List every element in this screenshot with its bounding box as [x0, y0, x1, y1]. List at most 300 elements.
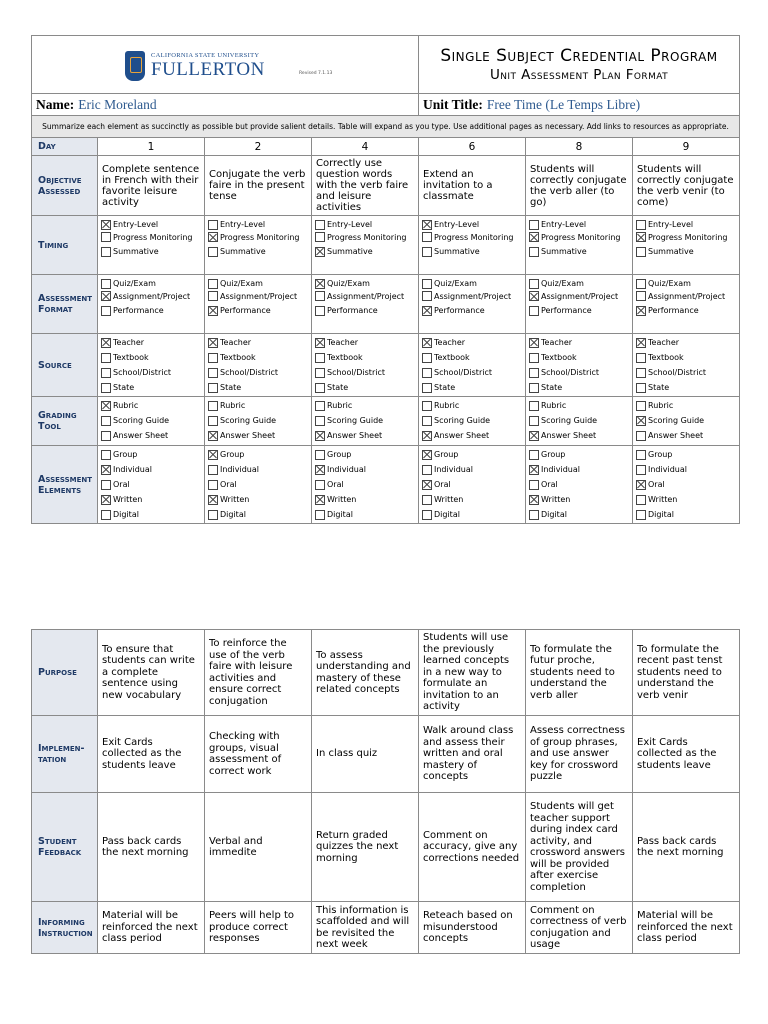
checkbox-option[interactable]: [315, 462, 415, 477]
checkbox-icon[interactable]: [422, 220, 432, 230]
checkbox-icon[interactable]: [422, 495, 432, 505]
checkbox-option[interactable]: [101, 350, 201, 365]
purpose-cell[interactable]: To ensure that students can write a complete sentence using new vocabulary: [98, 630, 205, 716]
checkbox-option[interactable]: [636, 335, 736, 350]
purpose-cell[interactable]: Students will use the previously learned concepts in a new way to formulate an invitation to an activity: [419, 630, 526, 716]
checkbox-icon[interactable]: [529, 291, 539, 301]
checkbox-label: Progress Monitoring: [434, 233, 514, 242]
checkbox-option[interactable]: [636, 447, 736, 462]
checkbox-icon[interactable]: [422, 232, 432, 242]
checkbox-label: Progress Monitoring: [648, 233, 728, 242]
checkbox-option[interactable]: [529, 291, 629, 303]
checkbox-option[interactable]: [315, 413, 415, 428]
checkbox-icon[interactable]: [101, 510, 111, 520]
checkbox-icon[interactable]: [636, 232, 646, 242]
day-cell[interactable]: 8: [526, 138, 633, 156]
checkbox-option[interactable]: [315, 276, 415, 291]
checkbox-option[interactable]: [422, 291, 522, 303]
checkbox-option[interactable]: [422, 244, 522, 259]
checkbox-icon[interactable]: [101, 416, 111, 426]
day-cell[interactable]: 1: [98, 138, 205, 156]
checkbox-option[interactable]: [422, 462, 522, 477]
checkbox-icon[interactable]: [315, 353, 325, 363]
checkbox-label: Performance: [220, 306, 271, 315]
checkbox-option[interactable]: [208, 365, 308, 380]
checkbox-label: Assignment/Project: [113, 292, 191, 301]
checkbox-option[interactable]: [101, 507, 201, 522]
checkbox-option[interactable]: [636, 217, 736, 232]
checkbox-icon[interactable]: [315, 510, 325, 520]
checkbox-option[interactable]: [636, 365, 736, 380]
checkbox-option[interactable]: [636, 428, 736, 443]
checkbox-option[interactable]: [636, 380, 736, 395]
day-cell[interactable]: 4: [312, 138, 419, 156]
checkbox-icon[interactable]: [529, 306, 539, 316]
checkbox-option[interactable]: [101, 462, 201, 477]
checkbox-label: Digital: [220, 510, 246, 519]
checkbox-icon[interactable]: [636, 510, 646, 520]
elements-options-cell: [98, 446, 205, 524]
checkbox-option[interactable]: [315, 244, 415, 259]
checkbox-option[interactable]: [529, 303, 629, 318]
feedback-cell[interactable]: Comment on accuracy, give any corrections needed: [419, 793, 526, 902]
checkbox-icon[interactable]: [422, 510, 432, 520]
checkbox-icon[interactable]: [208, 338, 218, 348]
checkbox-icon[interactable]: [529, 450, 539, 460]
checkbox-option[interactable]: [636, 507, 736, 522]
checkbox-icon[interactable]: [315, 291, 325, 301]
checkbox-icon[interactable]: [422, 450, 432, 460]
checkbox-option[interactable]: [529, 447, 629, 462]
checkbox-option[interactable]: [208, 335, 308, 350]
checkbox-icon[interactable]: [101, 220, 111, 230]
checkbox-icon[interactable]: [208, 279, 218, 289]
checkbox-icon[interactable]: [315, 306, 325, 316]
checkbox-label: Performance: [434, 306, 485, 315]
checkbox-option[interactable]: [529, 276, 629, 291]
checkbox-icon[interactable]: [101, 247, 111, 257]
checkbox-option[interactable]: [208, 477, 308, 492]
informing-cell[interactable]: Peers will help to produce correct responses: [205, 902, 312, 954]
checkbox-option[interactable]: [636, 276, 736, 291]
checkbox-icon[interactable]: [529, 232, 539, 242]
checkbox-icon[interactable]: [208, 383, 218, 393]
checkbox-icon[interactable]: [101, 431, 111, 441]
checkbox-label: Rubric: [327, 401, 353, 410]
checkbox-icon[interactable]: [315, 480, 325, 490]
checkbox-option[interactable]: [315, 398, 415, 413]
checkbox-label: Rubric: [220, 401, 246, 410]
checkbox-icon[interactable]: [636, 291, 646, 301]
objective-cell[interactable]: Conjugate the verb faire in the present tense: [205, 156, 312, 216]
checkbox-icon[interactable]: [315, 247, 325, 257]
checkbox-option[interactable]: [101, 232, 201, 244]
checkbox-icon[interactable]: [422, 353, 432, 363]
checkbox-icon[interactable]: [636, 279, 646, 289]
checkbox-option[interactable]: [208, 492, 308, 507]
checkbox-option[interactable]: [208, 428, 308, 443]
implementation-cell[interactable]: Exit Cards collected as the students leave: [98, 716, 205, 793]
checkbox-icon[interactable]: [101, 383, 111, 393]
checkbox-option[interactable]: [208, 217, 308, 232]
checkbox-icon[interactable]: [208, 353, 218, 363]
unit-title-label: Unit Title:: [423, 96, 483, 112]
checkbox-option[interactable]: [208, 398, 308, 413]
checkbox-icon[interactable]: [101, 306, 111, 316]
checkbox-option[interactable]: [101, 217, 201, 232]
purpose-cell[interactable]: To assess understanding and mastery of these related concepts: [312, 630, 419, 716]
objective-cell[interactable]: Students will correctly conjugate the verb aller (to go): [526, 156, 633, 216]
checkbox-option[interactable]: [529, 413, 629, 428]
name-field[interactable]: [32, 94, 419, 116]
checkbox-label: Performance: [113, 306, 164, 315]
checkbox-icon[interactable]: [422, 383, 432, 393]
checkbox-label: Oral: [648, 480, 665, 489]
checkbox-option[interactable]: [315, 232, 415, 244]
checkbox-option[interactable]: [315, 507, 415, 522]
checkbox-option[interactable]: [529, 428, 629, 443]
day-cell[interactable]: 6: [419, 138, 526, 156]
checkbox-icon[interactable]: [422, 338, 432, 348]
checkbox-icon[interactable]: [529, 383, 539, 393]
checkbox-icon[interactable]: [636, 431, 646, 441]
informing-cell[interactable]: Material will be reinforced the next class period: [633, 902, 740, 954]
implementation-cell[interactable]: Checking with groups, visual assessment of correct work: [205, 716, 312, 793]
checkbox-label: School/District: [648, 368, 706, 377]
checkbox-icon[interactable]: [208, 465, 218, 475]
grading-options-cell: [312, 397, 419, 446]
checkbox-icon[interactable]: [636, 495, 646, 505]
checkbox-icon[interactable]: [208, 247, 218, 257]
checkbox-option[interactable]: [315, 428, 415, 443]
checkbox-icon[interactable]: [636, 353, 646, 363]
checkbox-icon[interactable]: [636, 383, 646, 393]
checkbox-option[interactable]: [208, 462, 308, 477]
implementation-cell[interactable]: Exit Cards collected as the students leave: [633, 716, 740, 793]
checkbox-label: Written: [541, 495, 571, 504]
checkbox-icon[interactable]: [208, 220, 218, 230]
checkbox-icon[interactable]: [422, 247, 432, 257]
checkbox-option[interactable]: [636, 244, 736, 259]
checkbox-icon[interactable]: [529, 480, 539, 490]
checkbox-option[interactable]: [529, 232, 629, 244]
checkbox-icon[interactable]: [636, 306, 646, 316]
checkbox-icon[interactable]: [529, 247, 539, 257]
checkbox-icon[interactable]: [101, 232, 111, 242]
checkbox-icon[interactable]: [529, 338, 539, 348]
checkbox-icon[interactable]: [529, 353, 539, 363]
checkbox-icon[interactable]: [208, 450, 218, 460]
checkbox-icon[interactable]: [529, 416, 539, 426]
checkbox-icon[interactable]: [422, 291, 432, 301]
checkbox-option[interactable]: [636, 492, 736, 507]
objective-cell[interactable]: Extend an invitation to a classmate: [419, 156, 526, 216]
checkbox-option[interactable]: [315, 350, 415, 365]
grading-options-cell: [633, 397, 740, 446]
checkbox-option[interactable]: [422, 447, 522, 462]
checkbox-option[interactable]: [208, 413, 308, 428]
checkbox-option[interactable]: [529, 462, 629, 477]
checkbox-icon[interactable]: [422, 416, 432, 426]
checkbox-icon[interactable]: [529, 465, 539, 475]
checkbox-icon[interactable]: [529, 279, 539, 289]
checkbox-option[interactable]: [422, 428, 522, 443]
feedback-cell[interactable]: Verbal and immedite: [205, 793, 312, 902]
checkbox-option[interactable]: [101, 492, 201, 507]
checkbox-icon[interactable]: [315, 416, 325, 426]
checkbox-option[interactable]: [101, 291, 201, 303]
checkbox-option[interactable]: [529, 477, 629, 492]
checkbox-option[interactable]: [636, 232, 736, 244]
checkbox-label: Digital: [434, 510, 460, 519]
objective-cell[interactable]: Complete sentence in French with their favorite leisure activity: [98, 156, 205, 216]
checkbox-option[interactable]: [422, 365, 522, 380]
checkbox-icon[interactable]: [315, 465, 325, 475]
checkbox-label: School/District: [434, 368, 492, 377]
checkbox-label: Written: [220, 495, 250, 504]
checkbox-icon[interactable]: [101, 495, 111, 505]
checkbox-icon[interactable]: [422, 279, 432, 289]
checkbox-option[interactable]: [422, 507, 522, 522]
checkbox-label: Progress Monitoring: [113, 233, 193, 242]
checkbox-option[interactable]: [529, 217, 629, 232]
feedback-cell[interactable]: Students will get teacher support during index card activity, and crossword answers will be provided after exercise completion: [526, 793, 633, 902]
checkbox-option[interactable]: [422, 335, 522, 350]
checkbox-option[interactable]: [208, 244, 308, 259]
checkbox-option[interactable]: [208, 303, 308, 318]
checkbox-option[interactable]: [101, 276, 201, 291]
checkbox-option[interactable]: [315, 335, 415, 350]
unit-title-field[interactable]: [419, 94, 740, 116]
checkbox-option[interactable]: [422, 350, 522, 365]
checkbox-label: Scoring Guide: [648, 416, 705, 425]
checkbox-option[interactable]: [636, 398, 736, 413]
checkbox-label: Assignment/Project: [541, 292, 619, 301]
checkbox-label: Written: [434, 495, 464, 504]
checkbox-icon[interactable]: [101, 291, 111, 301]
checkbox-option[interactable]: [208, 447, 308, 462]
checkbox-option[interactable]: [636, 477, 736, 492]
checkbox-option[interactable]: [208, 232, 308, 244]
elements-options-cell: [633, 446, 740, 524]
purpose-cell[interactable]: To reinforce the use of the verb faire with leisure activities and ensure correct conjugation: [205, 630, 312, 716]
checkbox-option[interactable]: [529, 244, 629, 259]
checkbox-option[interactable]: [101, 365, 201, 380]
checkbox-icon[interactable]: [422, 401, 432, 411]
checkbox-option[interactable]: [101, 303, 201, 318]
checkbox-option[interactable]: [529, 380, 629, 395]
checkbox-option[interactable]: [422, 413, 522, 428]
checkbox-label: Answer Sheet: [220, 431, 276, 440]
implementation-cell[interactable]: Walk around class and assess their written and oral mastery of concepts: [419, 716, 526, 793]
checkbox-icon[interactable]: [315, 368, 325, 378]
checkbox-option[interactable]: [636, 350, 736, 365]
checkbox-option[interactable]: [636, 413, 736, 428]
checkbox-icon[interactable]: [529, 368, 539, 378]
checkbox-icon[interactable]: [636, 450, 646, 460]
checkbox-label: Quiz/Exam: [327, 279, 370, 288]
checkbox-icon[interactable]: [636, 368, 646, 378]
checkbox-label: Rubric: [648, 401, 674, 410]
implementation-cell[interactable]: Assess correctness of group phrases, and use answer key for crossword puzzle: [526, 716, 633, 793]
checkbox-icon[interactable]: [529, 510, 539, 520]
checkbox-option[interactable]: [315, 380, 415, 395]
checkbox-icon[interactable]: [529, 495, 539, 505]
checkbox-option[interactable]: [422, 217, 522, 232]
checkbox-icon[interactable]: [208, 431, 218, 441]
checkbox-icon[interactable]: [101, 480, 111, 490]
checkbox-option[interactable]: [636, 462, 736, 477]
checkbox-icon[interactable]: [636, 220, 646, 230]
objective-cell[interactable]: Correctly use question words with the verb faire and leisure activities: [312, 156, 419, 216]
purpose-cell[interactable]: To formulate the futur proche, students need to understand the verb aller: [526, 630, 633, 716]
checkbox-label: Summative: [434, 247, 480, 256]
checkbox-option[interactable]: [422, 398, 522, 413]
checkbox-option[interactable]: [529, 350, 629, 365]
checkbox-icon[interactable]: [208, 368, 218, 378]
checkbox-icon[interactable]: [208, 401, 218, 411]
checkbox-icon[interactable]: [636, 416, 646, 426]
checkbox-option[interactable]: [315, 477, 415, 492]
checkbox-icon[interactable]: [315, 383, 325, 393]
checkbox-option[interactable]: [529, 398, 629, 413]
checkbox-label: Assignment/Project: [327, 292, 405, 301]
checkbox-label: Group: [648, 450, 673, 459]
checkbox-label: State: [220, 383, 242, 392]
format-options-cell: [98, 275, 205, 334]
checkbox-option[interactable]: [315, 217, 415, 232]
checkbox-option[interactable]: [208, 291, 308, 303]
checkbox-option[interactable]: [101, 398, 201, 413]
checkbox-option[interactable]: [315, 365, 415, 380]
checkbox-option[interactable]: [529, 335, 629, 350]
checkbox-option[interactable]: [529, 365, 629, 380]
source-options-cell: [633, 334, 740, 397]
checkbox-option[interactable]: [422, 492, 522, 507]
checkbox-option[interactable]: [101, 428, 201, 443]
checkbox-icon[interactable]: [101, 279, 111, 289]
checkbox-icon[interactable]: [208, 416, 218, 426]
format-options-cell: [205, 275, 312, 334]
checkbox-option[interactable]: [636, 291, 736, 303]
checkbox-icon[interactable]: [636, 401, 646, 411]
checkbox-label: Teacher: [327, 338, 359, 347]
informing-label: Informing Instruction: [32, 902, 98, 954]
document-title: [419, 36, 740, 94]
checkbox-option[interactable]: [208, 380, 308, 395]
checkbox-option[interactable]: [315, 291, 415, 303]
checkbox-icon[interactable]: [636, 480, 646, 490]
checkbox-icon[interactable]: [315, 495, 325, 505]
checkbox-option[interactable]: [422, 276, 522, 291]
informing-cell[interactable]: Material will be reinforced the next class period: [98, 902, 205, 954]
checkbox-label: Digital: [648, 510, 674, 519]
checkbox-icon[interactable]: [422, 306, 432, 316]
checkbox-icon[interactable]: [529, 431, 539, 441]
checkbox-label: Teacher: [541, 338, 573, 347]
checkbox-option[interactable]: [422, 303, 522, 318]
checkbox-icon[interactable]: [208, 480, 218, 490]
logo-fullerton-text: FULLERTON: [151, 59, 265, 80]
checkbox-icon[interactable]: [208, 495, 218, 505]
checkbox-option[interactable]: [101, 477, 201, 492]
checkbox-icon[interactable]: [101, 465, 111, 475]
checkbox-option[interactable]: [529, 492, 629, 507]
checkbox-icon[interactable]: [208, 510, 218, 520]
checkbox-option[interactable]: [208, 276, 308, 291]
checkbox-icon[interactable]: [422, 368, 432, 378]
checkbox-icon[interactable]: [315, 401, 325, 411]
checkbox-icon[interactable]: [315, 232, 325, 242]
checkbox-icon[interactable]: [636, 338, 646, 348]
day-cell[interactable]: 9: [633, 138, 740, 156]
checkbox-label: Quiz/Exam: [648, 279, 691, 288]
checkbox-option[interactable]: [422, 232, 522, 244]
checkbox-icon[interactable]: [208, 291, 218, 301]
checkbox-label: Individual: [327, 465, 366, 474]
checkbox-label: Performance: [648, 306, 699, 315]
format-label: Assessment Format: [32, 275, 98, 334]
checkbox-option[interactable]: [422, 380, 522, 395]
checkbox-icon[interactable]: [422, 480, 432, 490]
checkbox-icon[interactable]: [101, 401, 111, 411]
checkbox-icon[interactable]: [422, 431, 432, 441]
checkbox-icon[interactable]: [529, 220, 539, 230]
checkbox-icon[interactable]: [101, 338, 111, 348]
checkbox-option[interactable]: [101, 335, 201, 350]
checkbox-icon[interactable]: [208, 232, 218, 242]
checkbox-icon[interactable]: [315, 450, 325, 460]
feedback-cell[interactable]: Return graded quizzes the next morning: [312, 793, 419, 902]
checkbox-option[interactable]: [529, 507, 629, 522]
checkbox-option[interactable]: [315, 492, 415, 507]
day-cell[interactable]: 2: [205, 138, 312, 156]
checkbox-option[interactable]: [101, 447, 201, 462]
checkbox-icon[interactable]: [101, 368, 111, 378]
checkbox-icon[interactable]: [315, 338, 325, 348]
checkbox-option[interactable]: [101, 244, 201, 259]
checkbox-label: Rubric: [541, 401, 567, 410]
checkbox-icon[interactable]: [315, 431, 325, 441]
checkbox-icon[interactable]: [101, 353, 111, 363]
informing-cell[interactable]: Comment on correctness of verb conjugation and usage: [526, 902, 633, 954]
checkbox-option[interactable]: [315, 303, 415, 318]
checkbox-icon[interactable]: [315, 220, 325, 230]
checkbox-option[interactable]: [208, 350, 308, 365]
checkbox-option[interactable]: [101, 380, 201, 395]
checkbox-icon[interactable]: [101, 450, 111, 460]
implementation-cell[interactable]: In class quiz: [312, 716, 419, 793]
checkbox-icon[interactable]: [208, 306, 218, 316]
feedback-cell[interactable]: Pass back cards the next morning: [98, 793, 205, 902]
checkbox-icon[interactable]: [422, 465, 432, 475]
grading-options-cell: [98, 397, 205, 446]
checkbox-option[interactable]: [315, 447, 415, 462]
objective-cell[interactable]: Students will correctly conjugate the verb venir (to come): [633, 156, 740, 216]
checkbox-option[interactable]: [101, 413, 201, 428]
informing-cell[interactable]: Reteach based on misunderstood concepts: [419, 902, 526, 954]
checkbox-option[interactable]: [208, 507, 308, 522]
checkbox-icon[interactable]: [636, 247, 646, 257]
checkbox-option[interactable]: [422, 477, 522, 492]
checkbox-option[interactable]: [636, 303, 736, 318]
checkbox-icon[interactable]: [315, 279, 325, 289]
checkbox-icon[interactable]: [529, 401, 539, 411]
informing-cell[interactable]: This information is scaffolded and will be revisited the next week: [312, 902, 419, 954]
feedback-cell[interactable]: Pass back cards the next morning: [633, 793, 740, 902]
purpose-cell[interactable]: To formulate the recent past tenst students need to understand the verb venir: [633, 630, 740, 716]
checkbox-icon[interactable]: [636, 465, 646, 475]
